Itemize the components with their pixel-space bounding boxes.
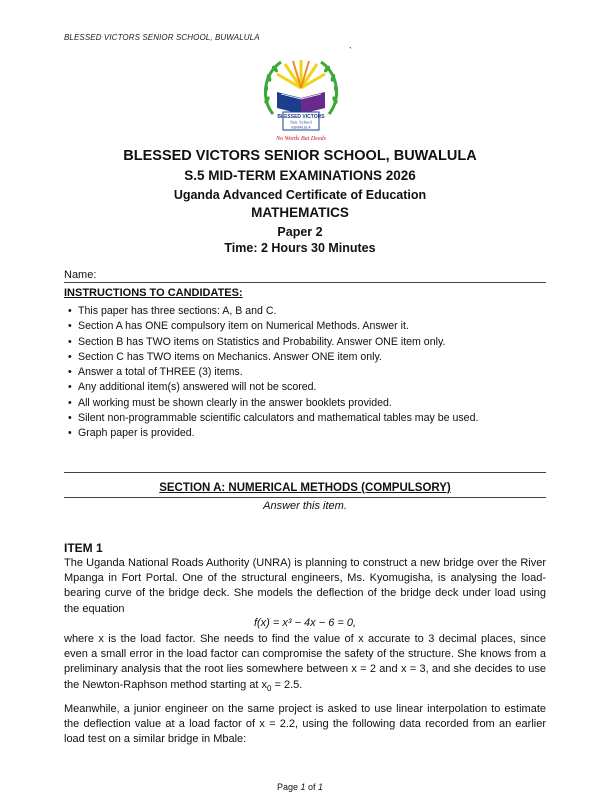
certificate-title: Uganda Advanced Certificate of Education	[173, 188, 427, 202]
section-divider-top	[64, 472, 546, 473]
exam-title: S.5 MID-TERM EXAMINATIONS 2026	[184, 168, 416, 183]
instruction-item: • Section B has TWO items on Statistics and Probability. Answer ONE item only.	[68, 335, 548, 350]
page-number-current: 1	[300, 782, 306, 792]
bullet-icon: •	[68, 335, 72, 348]
logo-tick-mark: `	[349, 46, 352, 56]
instruction-item: • Answer a total of THREE (3) items.	[68, 365, 548, 380]
instruction-item: • All working must be shown clearly in the answer booklets provided.	[68, 396, 548, 411]
subject-title: MATHEMATICS	[251, 205, 349, 220]
item-1-paragraph-1: The Uganda National Roads Authority (UNRA) is planning to construct a new bridge over the River Mpanga in Fort Portal. One of the structural engineers, Ms. Kyomugisha, is analysing the load-bearing curve of the bridge deck. She models the deflection of the bridge deck under load using the equation	[64, 557, 546, 615]
instructions-heading: INSTRUCTIONS TO CANDIDATES:	[64, 287, 243, 299]
item-1-paragraph-2: where x is the load factor. She needs to find the value of x accurate to 3 decimal places, since even a small error in the load factor can compromise the safety of the structure. She knows from a preliminary analysis that the root lies somewhere between x = 2 and x = 3, and she decides to use the Newton-Raphson method starting at $x_0 = 2.5$.	[64, 633, 546, 693]
paper-title: Paper 2	[277, 225, 323, 239]
bullet-icon: •	[68, 366, 72, 379]
section-divider-bottom	[64, 497, 546, 498]
logo-banner-line2: Sen. School	[290, 119, 312, 125]
deflection-equation: f(x) = x³ − 4x − 6 = 0,	[253, 617, 357, 629]
logo-banner-line3: BUWALULA	[291, 125, 311, 130]
bullet-icon: •	[68, 427, 72, 440]
section-a-subtitle: Answer this item.	[263, 500, 347, 512]
bullet-icon: •	[68, 320, 72, 333]
bullet-icon: •	[68, 305, 72, 317]
instruction-item: • Graph paper is provided.	[68, 426, 548, 441]
instruction-item: • Section A has ONE compulsory item on Numerical Methods. Answer it.	[68, 319, 548, 334]
section-a-title: SECTION A: NUMERICAL METHODS (COMPULSORY)	[159, 482, 451, 494]
subscript-zero: 0	[267, 683, 272, 693]
school-name-title: BLESSED VICTORS SENIOR SCHOOL, BUWALULA	[123, 148, 477, 164]
page-number-total: 1	[318, 782, 324, 792]
page-footer: Page 1 of 1	[276, 782, 324, 792]
school-logo-graphic	[255, 52, 347, 144]
bullet-icon: •	[68, 412, 72, 425]
name-label: Name:	[64, 269, 97, 281]
school-logo	[255, 52, 347, 144]
instructions-list	[68, 304, 548, 442]
item-1-paragraph-3: Meanwhile, a junior engineer on the same project is asked to use linear interpolation to estimate the deflection value at a load factor of x = 2.2, using the following data recorded from an earlier load test on a similar bridge in Mbale:	[64, 703, 546, 746]
running-header: BLESSED VICTORS SENIOR SCHOOL, BUWALULA	[64, 33, 260, 42]
bullet-icon: •	[68, 381, 72, 394]
time-allowed: Time: 2 Hours 30 Minutes	[224, 241, 376, 255]
instruction-item: • Silent non-programmable scientific calculators and mathematical tables may be used.	[68, 411, 548, 426]
logo-motto: No Words But Deeds	[276, 136, 326, 142]
name-field[interactable]	[64, 269, 545, 281]
name-underline	[64, 282, 546, 283]
item-1-heading: ITEM 1	[64, 541, 103, 555]
instruction-item: • Section C has TWO items on Mechanics. Answer ONE item only.	[68, 350, 548, 365]
bullet-icon: •	[68, 396, 72, 409]
instruction-item: • Any additional item(s) answered will not be scored.	[68, 380, 548, 395]
bullet-icon: •	[68, 350, 72, 363]
logo-banner-line1: BLESSED VICTORS	[277, 114, 325, 120]
instruction-item: • This paper has three sections: A, B and C.	[68, 304, 548, 319]
